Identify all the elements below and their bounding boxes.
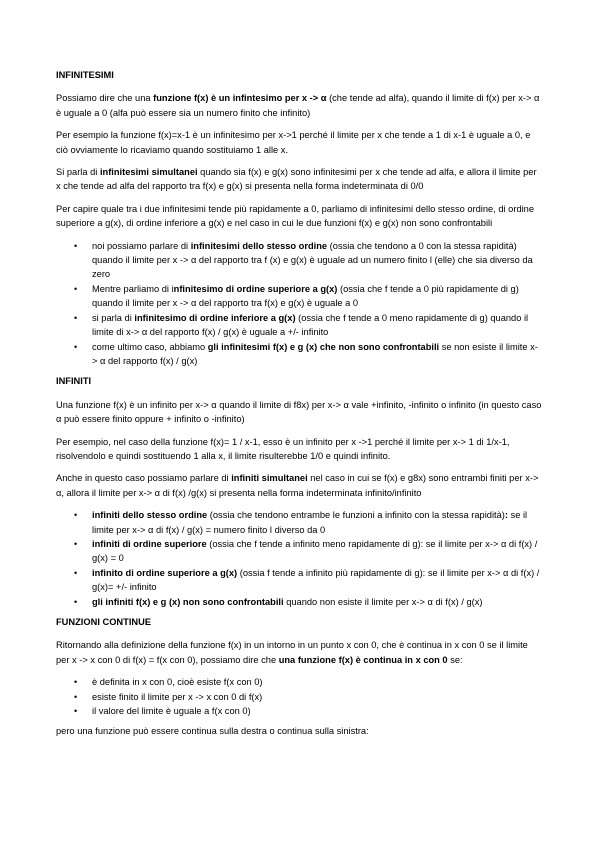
list-item [74, 675, 542, 689]
section-heading: INFINITI [56, 376, 92, 387]
bold-text: infinitesimo di ordine inferiore a g(x) [134, 312, 296, 323]
list-item [74, 690, 542, 704]
text-run: nel caso in cui se f(x) e g8x) sono entrambi finiti per x-> α, allora il limite per x-> α di f(x) /g(x) si presenta nella forma indeterminata infinito/infinito [56, 473, 539, 498]
text-run: (ossia che tendono entrambe le funzioni a infinito con la stessa rapidità) [207, 510, 505, 521]
text-run: quando non esiste il limite per x-> α di f(x) / g(x) [283, 596, 483, 607]
text-run: è definita in x con 0, cioè esiste f(x con 0) [92, 677, 263, 688]
list-item [74, 239, 542, 282]
list-item [74, 595, 542, 609]
section-heading: FUNZIONI CONTINUE [56, 617, 152, 627]
bullet-icon: • [74, 567, 78, 578]
paragraph [56, 638, 542, 667]
bold-text: funzione f(x) è un infintesimo per x -> α [153, 93, 327, 104]
bullet-icon: • [74, 341, 78, 352]
text-run: noi possiamo parlare di [92, 240, 191, 251]
document-page [56, 68, 542, 747]
bold-text: nfinitesimo di ordine superiore a g(x) [173, 283, 338, 294]
text-run: si parla di [92, 312, 135, 323]
text-run: pero una funzione può essere continua sulla destra o continua sulla sinistra: [56, 726, 369, 737]
text-run: Una funzione f(x) è un infinito per x-> α quando il limite di f8x) per x-> α vale +infinito, -infinito o infinito (in questo caso α può essere finito oppure + infinito o -infinito) [56, 399, 542, 425]
list-item [74, 311, 542, 340]
text-run: se non esiste il limite x-> α del rapporto f(x) / g(x) [92, 341, 538, 366]
text-run: quando sia f(x) e g(x) sono infinitesimi per x che tende ad alfa, e allora il limite per x che tende ad alfa del rapporto tra f(x) e g(x) si presenta nella forma indeterminata di 0/0 [56, 167, 537, 192]
bullet-icon: • [74, 240, 78, 251]
paragraph [56, 471, 542, 500]
text-run: se: [447, 654, 463, 665]
section-heading: INFINITESIMI [56, 70, 114, 80]
bullet-icon: • [74, 596, 78, 607]
text-run: (che tende ad alfa), quando il limite di f(x) per x-> α è uguale a 0 (alfa può essere sia un numero finito che infinito) [56, 93, 540, 118]
bold-text: gli infiniti f(x) e g (x) non sono confrontabili [92, 596, 284, 607]
text-run: (ossia che f tende a 0 meno rapidamente di g) quando il limite di x-> α del rapporto f(x) / g(x) è uguale a +/- infinito [92, 312, 529, 338]
list-item [74, 566, 542, 595]
bullet-list [56, 239, 542, 369]
text-run: Mentre parliamo di i [92, 283, 174, 294]
paragraph [56, 435, 542, 464]
list-item [74, 282, 542, 311]
text-run: se il limite per x-> α di f(x) / g(x) = numero finito l diverso da 0 [92, 510, 528, 535]
bullet-icon: • [74, 538, 78, 549]
bullet-icon: • [74, 706, 78, 717]
bullet-list [56, 508, 542, 609]
text-run: (ossia che tendono a 0 con la stessa rapidità) quando il limite per x -> α del rapporto tra f (x) e g(x) è uguale ad un numero finito l (elle) che sia diverso da zero [92, 240, 533, 280]
text-run: come ultimo caso, abbiamo [92, 341, 208, 352]
text-run: Ritornando alla definizione della funzione f(x) in un intorno in un punto x con 0, che è continua in x con 0 se il limite per x -> x con 0 di f(x) = f(x con 0), possiamo dire che [56, 640, 528, 665]
bold-text: infinito di ordine superiore a g(x) [92, 567, 238, 578]
bold-text: infiniti di ordine superiore [92, 538, 207, 549]
bold-text: infiniti simultanei [231, 473, 308, 484]
bullet-icon: • [74, 312, 78, 323]
bullet-icon: • [74, 677, 78, 688]
bold-text: gli infinitesimi f(x) e g (x) che non sono confrontabili [207, 341, 440, 352]
paragraph [56, 128, 542, 157]
bullet-icon: • [74, 691, 78, 702]
list-item [74, 537, 542, 566]
text-run: (ossia che f tende a 0 più rapidamente di g) quando il limite per x -> α del rapporto tra f(x) e g(x) è uguale a 0 [92, 283, 519, 309]
text-run: Per esempio, nel caso della funzione f(x)= 1 / x-1, esso è un infinito per x ->1 perché il limite per x-> 1 di 1/x-1, risolvendolo e quindi sostituendo 1 alla x, il limite risulterebbe 1/0 e quindi infinito. [56, 436, 510, 461]
bullet-icon: • [74, 283, 78, 294]
bold-text: infinitesimi dello stesso ordine [190, 240, 328, 251]
text-run: Anche in questo caso possiamo parlare di [56, 473, 232, 484]
text-run: Si parla di [56, 167, 100, 178]
text-run: esiste finito il limite per x -> x con 0 di f(x) [92, 691, 263, 702]
list-item [74, 340, 542, 369]
bullet-list [56, 675, 542, 718]
text-run: (ossia f tende a infinito più rapidamente di g): se il limite per x-> α di f(x) / g(x)= +/- infinito [92, 567, 540, 593]
text-run: Per esempio la funzione f(x)=x-1 è un infinitesimo per x->1 perché il limite per x che tende a 1 di x-1 è uguale a 0, e ciò ovviamente lo ricaviamo quando sostituiamo 1 alle x. [56, 130, 531, 155]
text-run: (ossia che f tende a infinito meno rapidamente di g): se il limite per x-> α di f(x) / g(x) = 0 [92, 538, 538, 564]
paragraph [56, 202, 542, 231]
text-run: Possiamo dire che una [56, 93, 154, 104]
paragraph [56, 724, 542, 738]
bullet-icon: • [74, 510, 78, 521]
list-item [74, 704, 542, 718]
text-run: il valore del limite è uguale a f(x con 0) [92, 706, 251, 717]
paragraph [56, 91, 542, 120]
bold-text: : [504, 510, 508, 521]
paragraph [56, 398, 542, 427]
text-run: Per capire quale tra i due infinitesimi tende più rapidamente a 0, parliamo di infinitesimi dello stesso ordine, di ordine superiore a g(x), di ordine inferiore a g(x) e nel caso in cui le due funzioni f(x) e g(x) non sono confrontabili [56, 203, 535, 229]
bold-text: una funzione f(x) è continua in x con 0 [278, 654, 448, 665]
bold-text: infiniti dello stesso ordine [92, 510, 208, 521]
paragraph [56, 165, 542, 194]
list-item [74, 508, 542, 537]
bold-text: infinitesimi simultanei [99, 167, 198, 178]
